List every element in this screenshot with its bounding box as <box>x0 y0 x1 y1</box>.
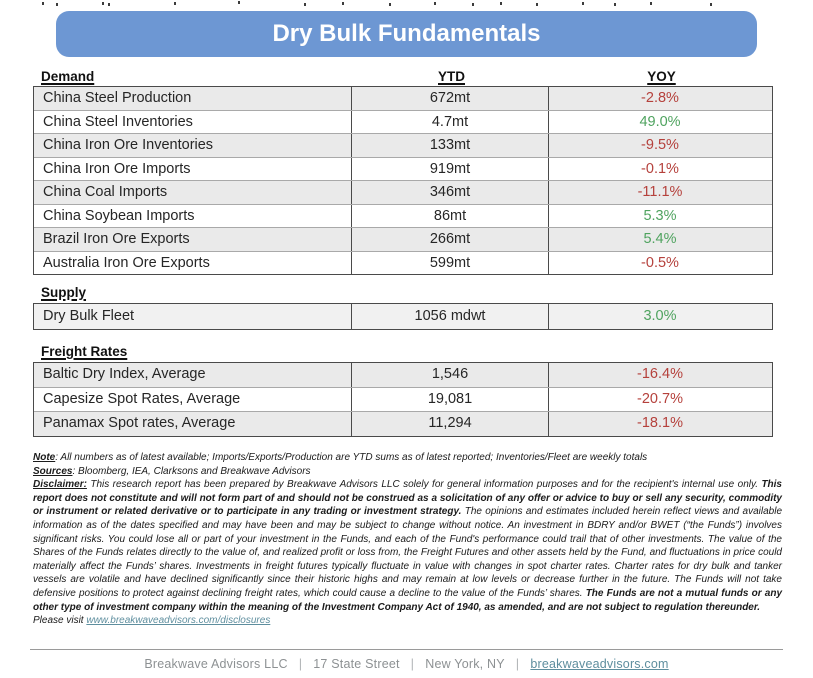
disclaimer-text-2: The opinions and estimates included herein reflect views and available information as of the dates specified and may have been and may be subject to change without notice. An investment in BDRY and/or BWET (“the Funds”) involves significant risks. You could lose all or part of your investment in the Funds, and each of the Fund's performance could trail that of other investments. The value of the Shares of the Funds relates directly to the value of, and realized profit or loss from, the Freight Futures and other assets held by the Fund, and fluctuations in price could materially affect the Funds’ shares. Investments in freight futures typically fluctuate in value with changes in spot charter rates. Charter rates for dry bulk and tanker vessels are volatile and have declined significantly since their historic highs and may remain at low levels or decrease further in the future. The Funds will not take defensive positions to protect against declining freight rates, which could cause a decline to the value of the Funds’ shares. <box>33 506 783 599</box>
table-header-row <box>33 62 773 84</box>
note-text: : All numbers as of latest available; Imports/Exports/Production are YTD sums as of latest reported; Inventories/Fleet are weekly totals <box>55 452 648 463</box>
yoy-value: 3.0% <box>643 308 677 324</box>
yoy-value: -11.1% <box>637 184 683 200</box>
please-visit-text: Please visit <box>33 615 87 627</box>
table-row <box>34 363 772 387</box>
column-header-yoy: YOY <box>647 69 676 84</box>
title-banner <box>56 11 757 57</box>
footer-address: 17 State Street <box>313 657 400 671</box>
table-row <box>34 304 772 329</box>
yoy-value: -9.5% <box>641 137 679 153</box>
ytd-value: 919mt <box>352 158 549 181</box>
yoy-value: -18.1% <box>637 415 683 431</box>
disclaimer-paragraph <box>33 478 782 614</box>
section-label-demand: Demand <box>41 69 95 84</box>
column-header-ytd: YTD <box>438 69 465 84</box>
row-label: China Iron Ore Inventories <box>34 134 352 157</box>
row-label: Capesize Spot Rates, Average <box>34 388 352 412</box>
notes-block <box>33 451 782 628</box>
footer-website-link[interactable]: breakwaveadvisors.com <box>530 657 669 671</box>
table-row <box>34 87 772 110</box>
footer-separator: | <box>410 656 415 671</box>
yoy-value: 49.0% <box>639 113 681 130</box>
yoy-value: -0.1% <box>641 160 679 177</box>
cropped-text-fragments <box>42 2 44 5</box>
yoy-value: -0.5% <box>641 254 679 271</box>
ytd-value: 599mt <box>352 252 549 275</box>
ytd-value: 1,546 <box>352 363 549 387</box>
row-label: Dry Bulk Fleet <box>34 304 352 329</box>
table-row <box>34 204 772 228</box>
ytd-value: 133mt <box>352 134 549 157</box>
yoy-value: -20.7% <box>637 390 683 407</box>
footer-divider <box>30 649 783 650</box>
yoy-value: -16.4% <box>637 366 683 382</box>
note-label: Note <box>33 452 56 463</box>
ytd-value: 346mt <box>352 181 549 204</box>
table-row <box>34 133 772 157</box>
row-label: Panamax Spot rates, Average <box>34 412 352 436</box>
disclaimer-bold-2: The Funds are not a mutual funds or any other type of investment company within the meaning of the Investment Company Act of 1940, as amended, and are not subject to regulation thereunder. <box>33 587 782 613</box>
ytd-value: 1056 mdwt <box>352 304 549 329</box>
footer <box>0 656 813 671</box>
row-label: China Soybean Imports <box>34 205 352 228</box>
row-label: China Iron Ore Imports <box>34 158 352 181</box>
sources-text: : Bloomberg, IEA, Clarksons and Breakwave Advisors <box>72 465 311 477</box>
table-row <box>34 387 772 412</box>
page-title: Dry Bulk Fundamentals <box>272 20 541 47</box>
row-label: Baltic Dry Index, Average <box>34 363 352 387</box>
ytd-value: 672mt <box>352 87 549 110</box>
yoy-value: 5.4% <box>643 231 677 247</box>
row-label: Brazil Iron Ore Exports <box>34 228 352 251</box>
yoy-value: -2.8% <box>641 90 679 106</box>
table-row <box>34 157 772 181</box>
section-label-supply: Supply <box>41 285 87 300</box>
ytd-value: 4.7mt <box>352 111 549 134</box>
disclosures-link[interactable]: www.breakwaveadvisors.com/disclosures <box>86 615 271 627</box>
footer-separator: | <box>515 656 520 671</box>
table-row <box>34 110 772 134</box>
supply-table <box>33 303 773 330</box>
row-label: China Coal Imports <box>34 181 352 204</box>
table-row <box>34 180 772 204</box>
row-label: Australia Iron Ore Exports <box>34 252 352 275</box>
yoy-value: 5.3% <box>643 207 677 224</box>
footer-city: New York, NY <box>425 657 505 671</box>
freight-rates-table <box>33 362 773 437</box>
table-row <box>34 411 772 436</box>
sources-line <box>33 465 782 479</box>
footer-separator: | <box>298 656 303 671</box>
footer-company: Breakwave Advisors LLC <box>144 657 288 671</box>
sources-label: Sources <box>33 465 73 477</box>
demand-table <box>33 86 773 275</box>
section-label-freight-rates: Freight Rates <box>41 344 128 359</box>
disclaimer-bold-1: This report does not constitute and will not form part of and should not be construed as a solicitation of any offer or advice to buy or sell any security, commodity or instrument or related derivative or to participate in any trading or investment strategy. <box>33 479 782 518</box>
disclosures-line <box>33 614 782 628</box>
disclaimer-text-1: This research report has been prepared by Breakwave Advisors LLC solely for general information purposes and for the recipient's internal use only. <box>86 479 762 491</box>
table-row <box>34 227 772 251</box>
ytd-value: 19,081 <box>352 388 549 412</box>
ytd-value: 11,294 <box>352 412 549 436</box>
row-label: China Steel Inventories <box>34 111 352 134</box>
disclaimer-label: Disclaimer: <box>33 479 87 491</box>
row-label: China Steel Production <box>34 87 352 110</box>
ytd-value: 266mt <box>352 228 549 251</box>
note-line <box>33 451 782 465</box>
ytd-value: 86mt <box>352 205 549 228</box>
table-row <box>34 251 772 275</box>
